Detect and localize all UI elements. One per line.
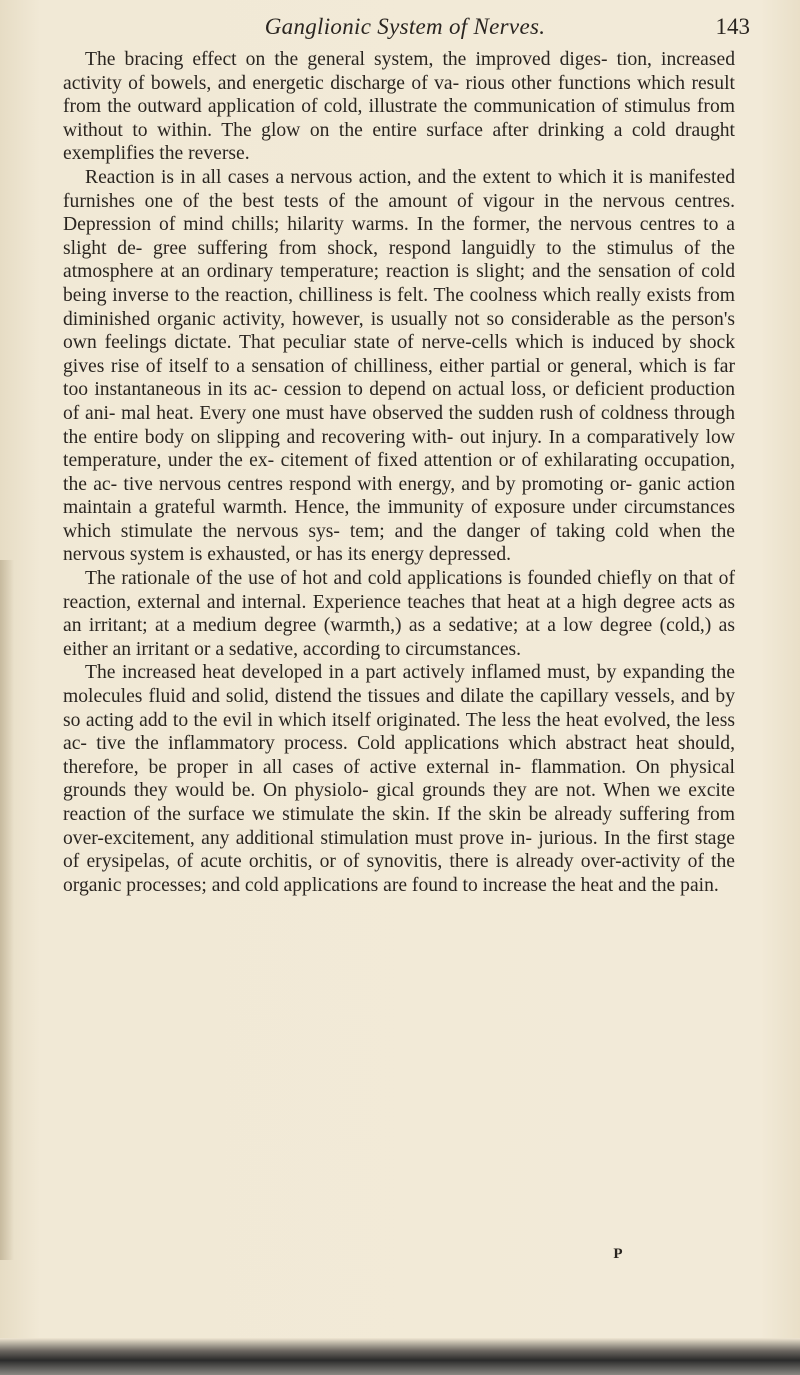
body-text — [63, 48, 735, 897]
page-number: 143 — [715, 14, 750, 39]
paragraph-2: Reaction is in all cases a nervous action, and the extent to which it is manifested furnishes one of the best tests of the amount of vigour in the nervous centres. Depression of mind chills; hilarity warms. In the former, the nervous centres to a slight de- gree suffering from shock, respond languidly to the stimulus of the atmosphere at an ordinary temperature; reaction is slight; and the sensation of cold being inverse to the reaction, chilliness is felt. The coolness which really exists from diminished organic activity, however, is usually not so considerable as the person's own feelings dictate. That peculiar state of nerve-cells which is induced by shock gives rise of itself to a sensation of chilliness, either partial or general, which is far too instantaneous in its ac- cession to depend on actual loss, or deficient production of ani- mal heat. Every one must have observed the sudden rush of coldness through the entire body on slipping and recovering with- out injury. In a comparatively low temperature, under the ex- citement of fixed attention or of exhilarating occupation, the ac- tive nervous centres respond with energy, and by promoting or- ganic action maintain a grateful warmth. Hence, the immunity of exposure under circumstances which stimulate the nervous sys- tem; and the danger of taking cold when the nervous system is exhausted, or has its energy depressed. — [63, 166, 735, 566]
paragraph-3: The rationale of the use of hot and cold applications is founded chiefly on that of reaction, external and internal. Experience teaches that heat at a high degree acts as an irritant; at a medium degree (warmth,) as a sedative; at a low degree (cold,) as either an irritant or a sedative, according to circumstances. — [63, 568, 735, 660]
margin-stain — [0, 560, 14, 1260]
page-header — [60, 10, 750, 50]
running-title: Ganglionic System of Nerves. — [264, 14, 546, 39]
scan-edge — [0, 1338, 800, 1375]
signature-mark: P — [613, 1246, 623, 1262]
paragraph-4: The increased heat developed in a part actively inflamed must, by expanding the molecules fluid and solid, distend the tissues and dilate the capillary vessels, and by so acting add to the evil in which itself originated. The less the heat evolved, the less ac- tive the inflammatory process. Cold applications which abstract heat should, therefore, be proper in all cases of active external in- flammation. On physical grounds they would be. On physiolo- gical grounds they are not. When we excite reaction of the surface we stimulate the skin. If the skin be already suffering from over-excitement, any additional stimulation must prove in- jurious. In the first stage of erysipelas, of acute orchitis, or of synovitis, there is already over-activity of the organic processes; and cold applications are found to increase the heat and the pain. — [63, 662, 735, 896]
paragraph-1: The bracing effect on the general system, the improved diges- tion, increased activity of bowels, and energetic discharge of va- rious other functions which result from the outward application of cold, illustrate the communication of stimulus from without to within. The glow on the entire surface after drinking a cold draught exemplifies the reverse. — [63, 49, 735, 165]
